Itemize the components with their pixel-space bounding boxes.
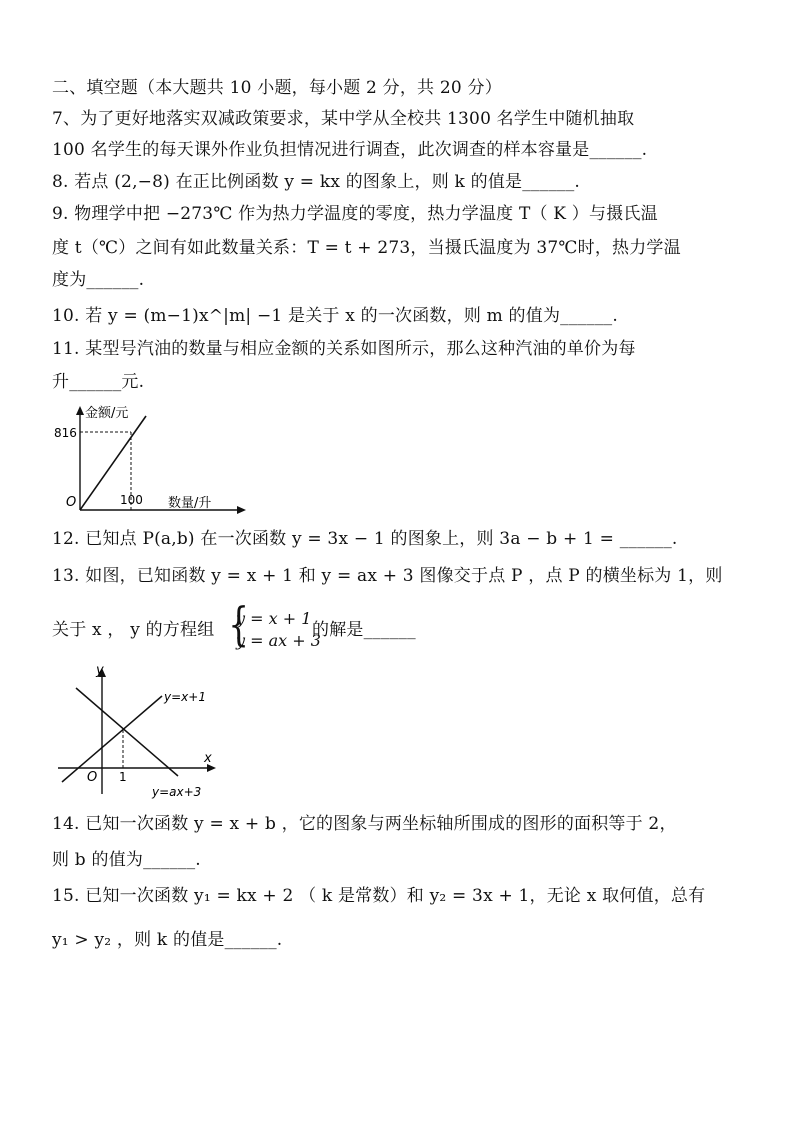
question-10: 10. 若 y = (m−1)x^|m| −1 是关于 x 的一次函数，则 m 的值为______. bbox=[52, 306, 618, 326]
fig11-y-tick: 816 bbox=[54, 426, 77, 440]
fig11-x-tick: 100 bbox=[120, 493, 143, 507]
fig13-line-x-plus-1 bbox=[62, 696, 162, 782]
question-11-line-2: 升______元. bbox=[52, 372, 145, 392]
question-13-line-2-suffix: 的解是______ bbox=[312, 620, 416, 640]
question-9-line-2: 度 t（℃）之间有如此数量关系：T = t + 273，当摄氏温度为 37℃时，热力学温 bbox=[52, 238, 681, 258]
question-13-line-2-prefix: 关于 x ， y 的方程组 bbox=[52, 620, 215, 640]
fig11-x-arrow bbox=[237, 506, 246, 514]
question-12: 12. 已知点 P(a,b) 在一次函数 y = 3x − 1 的图象上，则 3a − b + 1 = ______. bbox=[52, 529, 678, 549]
system-brace: { bbox=[228, 597, 249, 651]
fig13-x-label: x bbox=[204, 751, 212, 766]
question-15-line-2: y₁ > y₂ ，则 k 的值是______. bbox=[52, 930, 283, 950]
fig11-y-label: 金额/元 bbox=[85, 406, 129, 421]
question-7-line-2: 100 名学生的每天课外作业负担情况进行调查，此次调查的样本容量是______. bbox=[52, 140, 648, 160]
question-14-line-2: 则 b 的值为______. bbox=[52, 850, 201, 870]
fig13-x-tick: 1 bbox=[119, 770, 127, 784]
fig13-line2-label: y=ax+3 bbox=[152, 785, 202, 799]
fig13-line1-label: y=x+1 bbox=[164, 690, 206, 704]
system-equation-2: y = ax + 3 bbox=[236, 631, 321, 650]
figure-13-graph bbox=[52, 660, 232, 802]
question-8: 8. 若点 (2,−8) 在正比例函数 y = kx 的图象上，则 k 的值是______. bbox=[52, 172, 581, 192]
fig11-y-arrow bbox=[76, 406, 84, 415]
question-7-line-1: 7、为了更好地落实双减政策要求，某中学从全校共 1300 名学生中随机抽取 bbox=[52, 109, 635, 129]
question-11-line-1: 11. 某型号汽油的数量与相应金额的关系如图所示，那么这种汽油的单价为每 bbox=[52, 339, 636, 359]
question-9-line-3: 度为______. bbox=[52, 270, 145, 290]
fig11-origin: O bbox=[66, 495, 77, 510]
system-equation-1: y = x + 1 bbox=[236, 609, 312, 628]
question-9-line-1: 9. 物理学中把 −273℃ 作为热力学温度的零度，热力学温度 T（ K ）与摄氏温 bbox=[52, 204, 658, 224]
question-15-line-1: 15. 已知一次函数 y₁ = kx + 2 （ k 是常数）和 y₂ = 3x + 1，无论 x 取何值，总有 bbox=[52, 886, 706, 906]
fig13-line-ax-plus-3 bbox=[76, 688, 178, 776]
fig13-origin: O bbox=[87, 770, 98, 785]
section-heading: 二、填空题（本大题共 10 小题，每小题 2 分，共 20 分） bbox=[52, 78, 502, 98]
fig13-y-label: y bbox=[96, 663, 104, 678]
question-14-line-1: 14. 已知一次函数 y = x + b ，它的图象与两坐标轴所围成的图形的面积等于 2， bbox=[52, 814, 677, 834]
question-13-line-1: 13. 如图，已知函数 y = x + 1 和 y = ax + 3 图像交于点 P ，点 P 的横坐标为 1，则 bbox=[52, 566, 723, 586]
fig11-x-label: 数量/升 bbox=[168, 496, 212, 511]
figure-11-graph bbox=[52, 402, 292, 520]
